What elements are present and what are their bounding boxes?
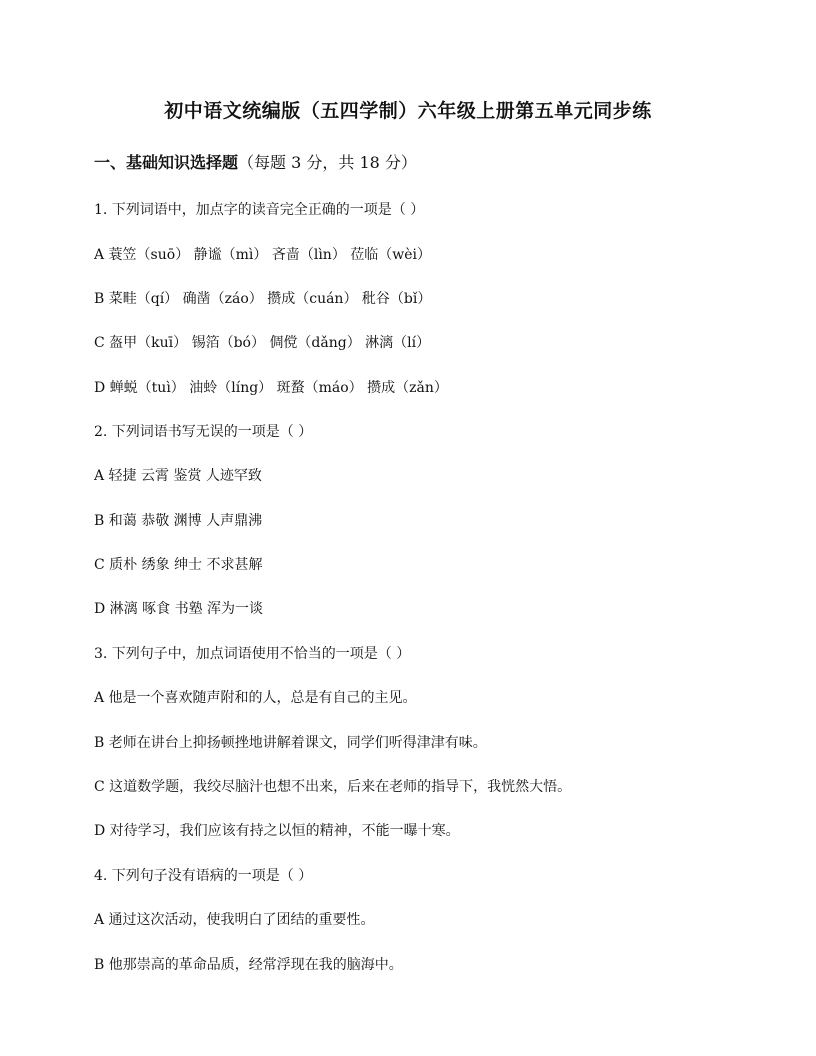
question-option: A 蓑笠（suō） 静谧（mì） 吝啬（lìn） 莅临（wèi） xyxy=(94,247,432,263)
question-stem: 2. 下列词语书写无误的一项是（ ） xyxy=(94,424,313,440)
question-option: C 质朴 绣象 绅士 不求甚解 xyxy=(94,557,263,573)
question-stem: 1. 下列词语中，加点字的读音完全正确的一项是（ ） xyxy=(94,202,425,218)
question-option: A 通过这次活动，使我明白了团结的重要性。 xyxy=(94,912,375,928)
question-option: D 蝉蜕（tuì） 油蛉（líng） 斑蝥（máo） 攒成（zǎn） xyxy=(94,380,448,396)
question-option: C 盔甲（kuī） 锡箔（bó） 倜傥（dǎng） 淋漓（lí） xyxy=(94,335,431,351)
question-option: A 轻捷 云霄 鉴赏 人迹罕致 xyxy=(94,468,262,484)
question-option: B 他那崇高的革命品质，经常浮现在我的脑海中。 xyxy=(94,957,403,973)
document-title: 初中语文统编版（五四学制）六年级上册第五单元同步练 xyxy=(164,100,652,122)
question-option: B 菜畦（qí） 确凿（záo） 攒成（cuán） 秕谷（bǐ） xyxy=(94,291,432,307)
question-option: B 老师在讲台上抑扬顿挫地讲解着课文，同学们听得津津有味。 xyxy=(94,735,487,751)
question-option: C 这道数学题，我绞尽脑汁也想不出来，后来在老师的指导下，我恍然大悟。 xyxy=(94,779,572,795)
section-heading-note: （每题 3 分，共 18 分） xyxy=(238,153,417,172)
question-option: D 对待学习，我们应该有持之以恒的精神，不能一曝十寒。 xyxy=(94,823,460,839)
section-heading xyxy=(94,150,417,173)
question-stem: 3. 下列句子中，加点词语使用不恰当的一项是（ ） xyxy=(94,646,411,662)
question-option: D 淋漓 啄食 书塾 浑为一谈 xyxy=(94,601,264,617)
question-option: A 他是一个喜欢随声附和的人，总是有自己的主见。 xyxy=(94,690,417,706)
question-stem: 4. 下列句子没有语病的一项是（ ） xyxy=(94,868,313,884)
question-option: B 和蔼 恭敬 渊博 人声鼎沸 xyxy=(94,513,263,529)
section-heading-text: 一、基础知识选择题 xyxy=(94,153,239,172)
